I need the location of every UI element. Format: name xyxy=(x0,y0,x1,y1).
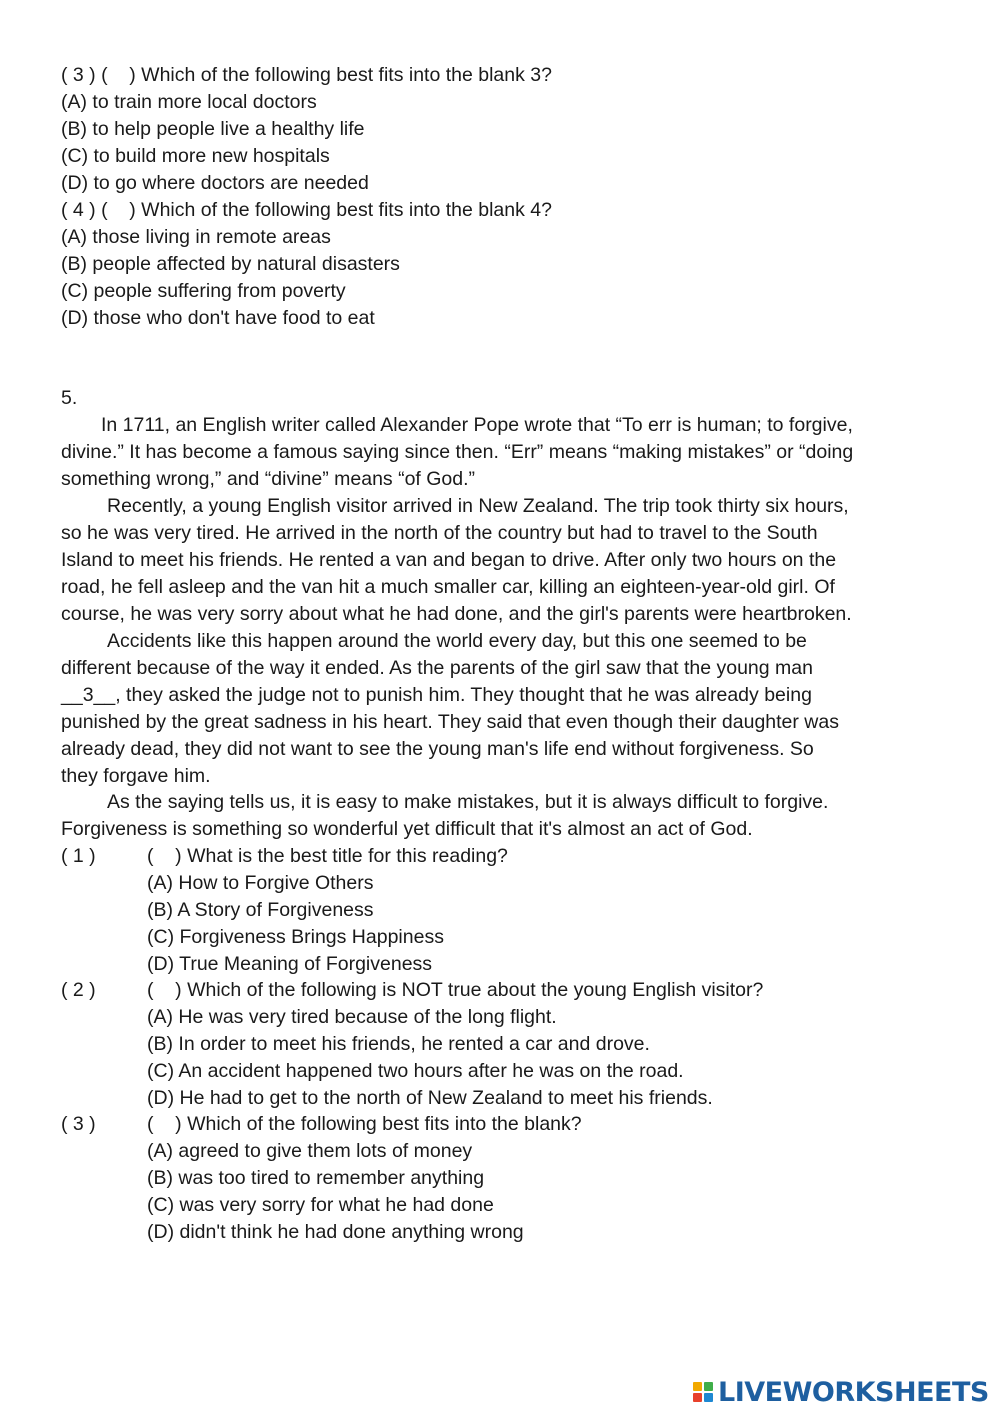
passage-line: different because of the way it ended. As the parents of the girl saw that the young man xyxy=(61,657,813,679)
passage-line: Recently, a young English visitor arrived in New Zealand. The trip took thirty six hours, xyxy=(107,495,849,517)
q2-option-b: (B) In order to meet his friends, he rented a car and drove. xyxy=(147,1033,650,1055)
passage-line: divine.” It has become a famous saying since then. “Err” means “making mistakes” or “doing xyxy=(61,441,854,463)
passage-line: already dead, they did not want to see the young man's life end without forgiveness. So xyxy=(61,738,814,760)
q2-number: ( 2 ) xyxy=(61,979,96,1001)
q4-option-b: (B) people affected by natural disasters xyxy=(61,253,400,275)
q2-option-c: (C) An accident happened two hours after he was on the road. xyxy=(147,1060,684,1082)
question-3-stem: ( 3 ) ( ) Which of the following best fits into the blank 3? xyxy=(61,64,552,86)
q3-option-a: (A) to train more local doctors xyxy=(61,91,317,113)
q3-option-d: (D) to go where doctors are needed xyxy=(61,172,369,194)
passage-line: so he was very tired. He arrived in the north of the country but had to travel to the South xyxy=(61,522,818,544)
q4-option-a: (A) those living in remote areas xyxy=(61,226,331,248)
q1-option-b: (B) A Story of Forgiveness xyxy=(147,899,374,921)
logo-text: LIVEWORKSHEETS xyxy=(718,1376,989,1408)
passage-line: punished by the great sadness in his heart. They said that even though their daughter was xyxy=(61,711,839,733)
q4-option-c: (C) people suffering from poverty xyxy=(61,280,346,302)
logo-square xyxy=(704,1393,713,1402)
passage-line: Accidents like this happen around the world every day, but this one seemed to be xyxy=(107,630,807,652)
passage-line: course, he was very sorry about what he had done, and the girl's parents were heartbroken. xyxy=(61,603,852,625)
q4-option-d: (D) those who don't have food to eat xyxy=(61,307,375,329)
q2-option-d: (D) He had to get to the north of New Zealand to meet his friends. xyxy=(147,1087,713,1109)
liveworksheets-logo xyxy=(693,1376,989,1408)
passage-line: they forgave him. xyxy=(61,765,211,787)
q3-option-b: (B) to help people live a healthy life xyxy=(61,118,365,140)
q3-number: ( 3 ) xyxy=(61,1113,96,1135)
q1-number: ( 1 ) xyxy=(61,845,96,867)
passage-line: As the saying tells us, it is easy to make mistakes, but it is always difficult to forgive. xyxy=(107,791,829,813)
passage-line: road, he fell asleep and the van hit a much smaller car, killing an eighteen-year-old girl. Of xyxy=(61,576,835,598)
logo-square xyxy=(693,1382,702,1391)
question-4-stem: ( 4 ) ( ) Which of the following best fits into the blank 4? xyxy=(61,199,552,221)
q3b-option-c: (C) was very sorry for what he had done xyxy=(147,1194,494,1216)
q3-option-c: (C) to build more new hospitals xyxy=(61,145,330,167)
q2-stem: ( ) Which of the following is NOT true about the young English visitor? xyxy=(147,979,764,1001)
q3b-option-a: (A) agreed to give them lots of money xyxy=(147,1140,473,1162)
q1-option-a: (A) How to Forgive Others xyxy=(147,872,374,894)
passage-line: Island to meet his friends. He rented a van and began to drive. After only two hours on the xyxy=(61,549,837,571)
q3b-option-b: (B) was too tired to remember anything xyxy=(147,1167,485,1189)
logo-square xyxy=(704,1382,713,1391)
q1-option-d: (D) True Meaning of Forgiveness xyxy=(147,953,433,975)
q1-option-c: (C) Forgiveness Brings Happiness xyxy=(147,926,444,948)
logo-square xyxy=(693,1393,702,1402)
q1-stem: ( ) What is the best title for this reading? xyxy=(147,845,508,867)
passage-line: __3__, they asked the judge not to punish him. They thought that he was already being xyxy=(61,684,812,706)
q3b-option-d: (D) didn't think he had done anything wrong xyxy=(147,1221,524,1243)
q2-option-a: (A) He was very tired because of the long flight. xyxy=(147,1006,557,1028)
passage-line: something wrong,” and “divine” means “of God.” xyxy=(61,468,476,490)
logo-mark-icon xyxy=(693,1382,713,1402)
passage-line: In 1711, an English writer called Alexander Pope wrote that “To err is human; to forgive, xyxy=(101,414,853,436)
passage-line: Forgiveness is something so wonderful yet difficult that it's almost an act of God. xyxy=(61,818,753,840)
section-number: 5. xyxy=(61,387,78,409)
q3-stem: ( ) Which of the following best fits into the blank? xyxy=(147,1113,582,1135)
